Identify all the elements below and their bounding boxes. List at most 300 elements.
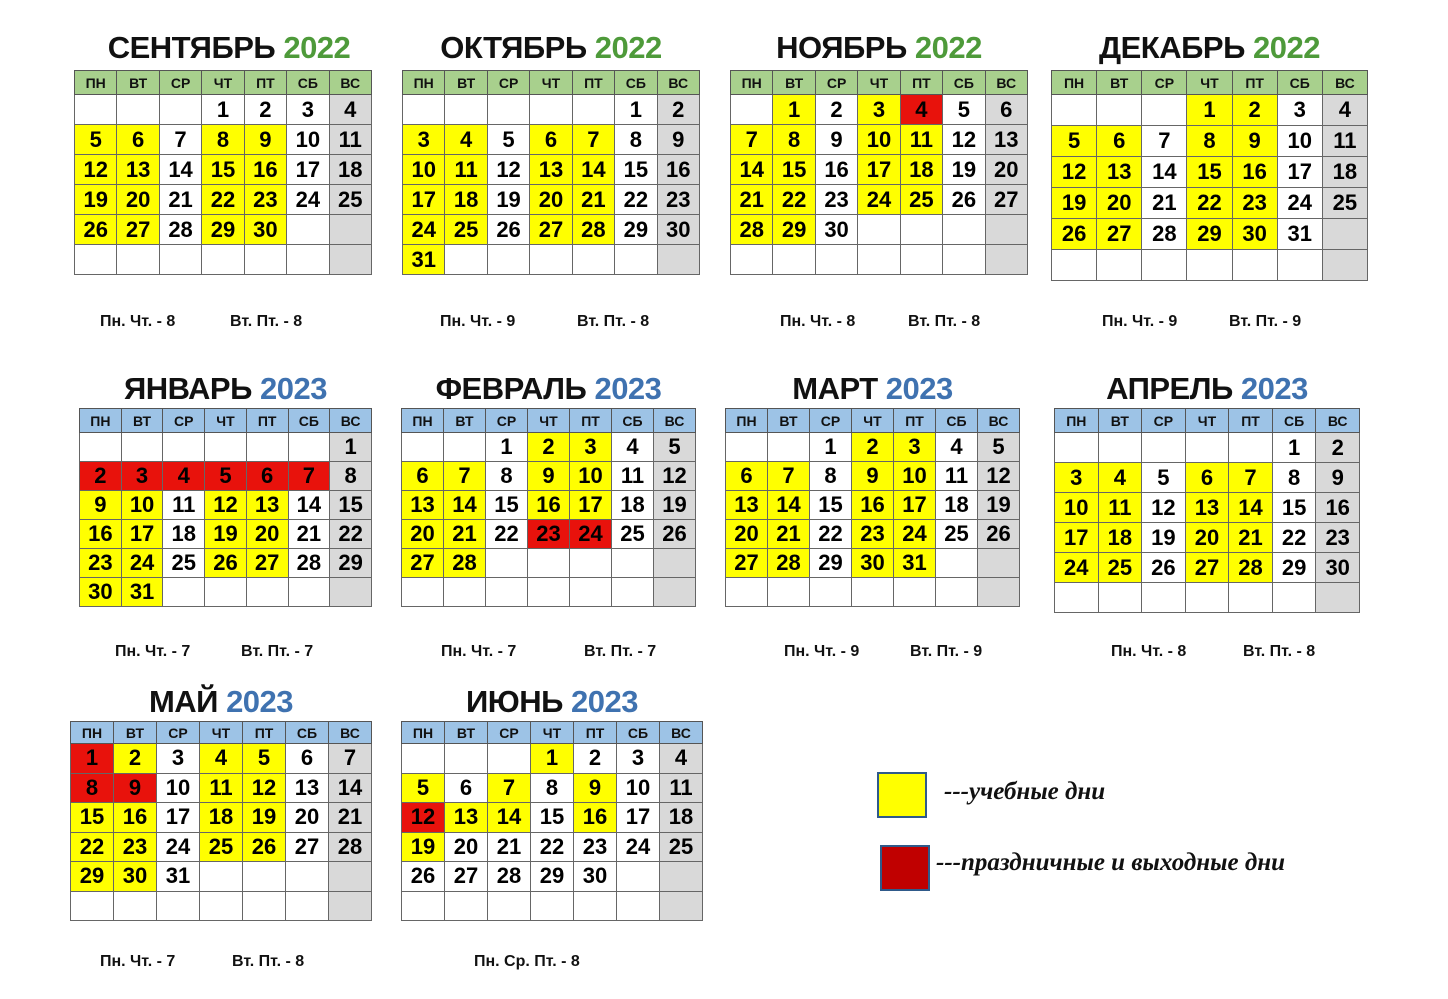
weekday-header: СР xyxy=(1142,71,1187,95)
month-calendar-grid xyxy=(74,70,372,275)
empty-cell xyxy=(1232,250,1277,281)
day-cell: 21 xyxy=(159,185,201,215)
day-cell: 28 xyxy=(1229,553,1273,583)
day-cell: 8 xyxy=(615,125,657,155)
month-title xyxy=(70,685,372,719)
day-cell: 6 xyxy=(1097,126,1142,157)
day-cell: 31 xyxy=(121,578,163,607)
day-cell: 12 xyxy=(943,125,985,155)
week-row xyxy=(1055,553,1360,583)
weekday-header: ЧТ xyxy=(528,409,570,433)
day-cell: 9 xyxy=(657,125,699,155)
weekday-header: СБ xyxy=(288,409,330,433)
day-cell: 7 xyxy=(1229,463,1273,493)
month-year: 2022 xyxy=(283,30,351,65)
empty-cell xyxy=(114,891,157,921)
day-cell: 24 xyxy=(121,549,163,578)
day-cell: 26 xyxy=(978,520,1020,549)
week-row xyxy=(402,891,703,921)
day-cell: 21 xyxy=(329,803,372,833)
day-cell: 3 xyxy=(617,744,660,774)
day-cell: 16 xyxy=(80,520,122,549)
day-cell: 31 xyxy=(894,549,936,578)
empty-cell xyxy=(612,578,654,607)
day-cell: 14 xyxy=(1229,493,1273,523)
empty-cell xyxy=(657,245,699,275)
week-row xyxy=(1055,463,1360,493)
day-cell: 25 xyxy=(200,832,243,862)
month-title xyxy=(725,372,1020,406)
week-row xyxy=(71,862,372,892)
weekly-hours-note: Пн. Чт. - 7 xyxy=(100,953,176,970)
day-cell: 1 xyxy=(1187,95,1232,126)
day-cell: 13 xyxy=(445,803,488,833)
empty-cell xyxy=(1098,583,1142,613)
empty-cell xyxy=(287,245,329,275)
day-cell: 24 xyxy=(858,185,900,215)
legend-holiday-swatch xyxy=(880,845,930,891)
day-cell: 26 xyxy=(75,215,117,245)
week-row xyxy=(402,744,703,774)
empty-cell xyxy=(570,578,612,607)
day-cell: 28 xyxy=(768,549,810,578)
weekday-header: ВС xyxy=(329,71,371,95)
month-name: НОЯБРЬ xyxy=(776,30,915,65)
weekday-header: ВТ xyxy=(445,71,487,95)
empty-cell xyxy=(530,245,572,275)
weekday-header: ПН xyxy=(726,409,768,433)
day-cell: 23 xyxy=(574,832,617,862)
day-cell: 15 xyxy=(615,155,657,185)
day-cell: 18 xyxy=(936,491,978,520)
day-cell: 26 xyxy=(402,862,445,892)
day-cell: 31 xyxy=(1277,219,1322,250)
week-row xyxy=(71,803,372,833)
day-cell: 21 xyxy=(768,520,810,549)
week-row xyxy=(71,744,372,774)
weekday-header: ВС xyxy=(985,71,1027,95)
day-cell: 15 xyxy=(330,491,372,520)
day-cell: 20 xyxy=(1185,523,1229,553)
empty-cell xyxy=(726,578,768,607)
day-cell: 29 xyxy=(1187,219,1232,250)
empty-cell xyxy=(900,245,942,275)
day-cell: 15 xyxy=(810,491,852,520)
weekly-hours-note: Пн. Чт. - 9 xyxy=(440,313,516,330)
day-cell: 25 xyxy=(445,215,487,245)
empty-cell xyxy=(329,862,372,892)
month-name: ИЮНЬ xyxy=(466,684,572,719)
day-cell: 12 xyxy=(654,462,696,491)
day-cell: 27 xyxy=(985,185,1027,215)
day-cell: 25 xyxy=(612,520,654,549)
day-cell: 12 xyxy=(487,155,529,185)
day-cell: 3 xyxy=(894,433,936,462)
day-cell: 25 xyxy=(329,185,371,215)
weekday-header: ВС xyxy=(660,722,703,744)
empty-cell xyxy=(978,578,1020,607)
day-cell: 3 xyxy=(121,462,163,491)
day-cell: 14 xyxy=(572,155,614,185)
day-cell: 30 xyxy=(1232,219,1277,250)
day-cell: 11 xyxy=(936,462,978,491)
day-cell: 8 xyxy=(773,125,815,155)
month-calendar-grid xyxy=(402,70,700,275)
weekly-hours-note: Вт. Пт. - 8 xyxy=(230,313,303,330)
weekday-header: ПН xyxy=(80,409,122,433)
day-cell: 3 xyxy=(570,433,612,462)
day-cell: 14 xyxy=(159,155,201,185)
day-cell: 1 xyxy=(531,744,574,774)
day-cell: 11 xyxy=(660,773,703,803)
day-cell: 3 xyxy=(403,125,445,155)
weekly-hours-note: Пн. Ср. Пт. - 8 xyxy=(474,953,580,970)
empty-cell xyxy=(202,245,244,275)
month-title xyxy=(402,31,700,65)
week-row xyxy=(726,433,1020,462)
day-cell: 10 xyxy=(617,773,660,803)
day-cell: 19 xyxy=(487,185,529,215)
week-row xyxy=(402,578,696,607)
day-cell: 3 xyxy=(858,95,900,125)
day-cell: 14 xyxy=(488,803,531,833)
day-cell: 26 xyxy=(243,832,286,862)
day-cell: 24 xyxy=(287,185,329,215)
month-name: МАРТ xyxy=(792,371,886,406)
day-cell: 17 xyxy=(858,155,900,185)
day-cell: 13 xyxy=(726,491,768,520)
empty-cell xyxy=(894,578,936,607)
empty-cell xyxy=(1052,95,1097,126)
day-cell: 3 xyxy=(1055,463,1099,493)
weekday-header: ЧТ xyxy=(202,71,244,95)
week-row xyxy=(1052,126,1368,157)
empty-cell xyxy=(157,891,200,921)
day-cell: 1 xyxy=(330,433,372,462)
day-cell: 11 xyxy=(445,155,487,185)
empty-cell xyxy=(163,433,205,462)
day-cell: 17 xyxy=(894,491,936,520)
day-cell: 29 xyxy=(202,215,244,245)
week-row xyxy=(403,245,700,275)
day-cell: 7 xyxy=(288,462,330,491)
empty-cell xyxy=(726,433,768,462)
day-cell: 18 xyxy=(163,520,205,549)
day-cell: 22 xyxy=(615,185,657,215)
day-cell: 16 xyxy=(657,155,699,185)
day-cell: 29 xyxy=(1272,553,1316,583)
day-cell: 23 xyxy=(114,832,157,862)
day-cell: 20 xyxy=(445,832,488,862)
day-cell: 9 xyxy=(1316,463,1360,493)
day-cell: 12 xyxy=(1052,157,1097,188)
empty-cell xyxy=(402,433,444,462)
day-cell: 24 xyxy=(894,520,936,549)
day-cell: 4 xyxy=(163,462,205,491)
empty-cell xyxy=(858,245,900,275)
weekday-header: СР xyxy=(163,409,205,433)
empty-cell xyxy=(1052,250,1097,281)
empty-cell xyxy=(612,549,654,578)
weekday-header: ВТ xyxy=(114,722,157,744)
empty-cell xyxy=(445,245,487,275)
day-cell: 6 xyxy=(726,462,768,491)
empty-cell xyxy=(402,744,445,774)
day-cell: 18 xyxy=(329,155,371,185)
day-cell: 22 xyxy=(330,520,372,549)
weekday-header: ПН xyxy=(71,722,114,744)
weekday-header: ПТ xyxy=(894,409,936,433)
week-row xyxy=(75,95,372,125)
month-calendar-grid xyxy=(725,408,1020,607)
empty-cell xyxy=(528,578,570,607)
empty-cell xyxy=(1142,583,1186,613)
day-cell: 7 xyxy=(444,462,486,491)
day-cell: 20 xyxy=(726,520,768,549)
day-cell: 4 xyxy=(329,95,371,125)
weekday-header: ВТ xyxy=(445,722,488,744)
week-row xyxy=(71,832,372,862)
weekday-header: СБ xyxy=(1277,71,1322,95)
empty-cell xyxy=(900,215,942,245)
day-cell: 28 xyxy=(159,215,201,245)
weekday-header: ВС xyxy=(657,71,699,95)
empty-cell xyxy=(80,433,122,462)
day-cell: 15 xyxy=(202,155,244,185)
weekday-header: СБ xyxy=(943,71,985,95)
empty-cell xyxy=(75,245,117,275)
empty-cell xyxy=(243,891,286,921)
day-cell: 22 xyxy=(71,832,114,862)
week-row xyxy=(1055,433,1360,463)
legend-holiday-label: ---праздничные и выходные дни xyxy=(936,849,1286,876)
day-cell: 7 xyxy=(488,773,531,803)
empty-cell xyxy=(488,891,531,921)
day-cell: 27 xyxy=(402,549,444,578)
empty-cell xyxy=(117,245,159,275)
day-cell: 18 xyxy=(200,803,243,833)
empty-cell xyxy=(1185,433,1229,463)
day-cell: 27 xyxy=(530,215,572,245)
empty-cell xyxy=(768,578,810,607)
day-cell: 25 xyxy=(1322,188,1367,219)
month-year: 2023 xyxy=(226,684,294,719)
empty-cell xyxy=(329,245,371,275)
weekday-header: ВС xyxy=(1322,71,1367,95)
week-row xyxy=(80,520,372,549)
day-cell: 23 xyxy=(80,549,122,578)
week-row xyxy=(1052,250,1368,281)
day-cell: 22 xyxy=(810,520,852,549)
month-calendar-grid xyxy=(401,721,703,921)
weekday-header: ПТ xyxy=(246,409,288,433)
week-row xyxy=(731,155,1028,185)
day-cell: 3 xyxy=(157,744,200,774)
day-cell: 19 xyxy=(402,832,445,862)
day-cell: 14 xyxy=(288,491,330,520)
weekday-header: ПТ xyxy=(1229,409,1273,433)
week-row xyxy=(402,549,696,578)
empty-cell xyxy=(1097,250,1142,281)
day-cell: 30 xyxy=(1316,553,1360,583)
empty-cell xyxy=(1055,583,1099,613)
day-cell: 9 xyxy=(852,462,894,491)
day-cell: 2 xyxy=(852,433,894,462)
month-name: АПРЕЛЬ xyxy=(1106,371,1241,406)
day-cell: 12 xyxy=(205,491,247,520)
week-row xyxy=(731,215,1028,245)
empty-cell xyxy=(75,95,117,125)
week-row xyxy=(726,462,1020,491)
day-cell: 20 xyxy=(985,155,1027,185)
day-cell: 4 xyxy=(1322,95,1367,126)
day-cell: 19 xyxy=(978,491,1020,520)
day-cell: 5 xyxy=(205,462,247,491)
day-cell: 24 xyxy=(157,832,200,862)
week-row xyxy=(402,462,696,491)
day-cell: 27 xyxy=(1185,553,1229,583)
day-cell: 27 xyxy=(1097,219,1142,250)
day-cell: 9 xyxy=(114,773,157,803)
day-cell: 28 xyxy=(572,215,614,245)
day-cell: 13 xyxy=(985,125,1027,155)
weekday-header: СБ xyxy=(612,409,654,433)
empty-cell xyxy=(1142,95,1187,126)
day-cell: 13 xyxy=(117,155,159,185)
week-row xyxy=(731,95,1028,125)
day-cell: 14 xyxy=(329,773,372,803)
day-cell: 24 xyxy=(1055,553,1099,583)
weekly-hours-note: Вт. Пт. - 8 xyxy=(232,953,305,970)
day-cell: 10 xyxy=(403,155,445,185)
weekday-header: СБ xyxy=(617,722,660,744)
day-cell: 29 xyxy=(531,862,574,892)
day-cell: 30 xyxy=(815,215,857,245)
day-cell: 5 xyxy=(1052,126,1097,157)
empty-cell xyxy=(660,891,703,921)
weekday-header: СБ xyxy=(936,409,978,433)
empty-cell xyxy=(943,215,985,245)
day-cell: 23 xyxy=(244,185,286,215)
day-cell: 10 xyxy=(858,125,900,155)
weekday-header: ВТ xyxy=(117,71,159,95)
week-row xyxy=(403,215,700,245)
week-row xyxy=(726,491,1020,520)
empty-cell xyxy=(287,215,329,245)
weekday-header: ПТ xyxy=(900,71,942,95)
week-row xyxy=(731,125,1028,155)
day-cell: 4 xyxy=(900,95,942,125)
day-cell: 20 xyxy=(286,803,329,833)
empty-cell xyxy=(1277,250,1322,281)
weekday-header: ПТ xyxy=(570,409,612,433)
empty-cell xyxy=(200,891,243,921)
weekday-header: СР xyxy=(488,722,531,744)
month-year: 2023 xyxy=(1240,371,1308,406)
day-cell: 28 xyxy=(488,862,531,892)
empty-cell xyxy=(246,433,288,462)
day-cell: 11 xyxy=(163,491,205,520)
week-row xyxy=(1055,493,1360,523)
empty-cell xyxy=(159,245,201,275)
empty-cell xyxy=(1322,250,1367,281)
empty-cell xyxy=(530,95,572,125)
day-cell: 12 xyxy=(1142,493,1186,523)
day-cell: 24 xyxy=(1277,188,1322,219)
day-cell: 6 xyxy=(985,95,1027,125)
day-cell: 13 xyxy=(1185,493,1229,523)
week-row xyxy=(726,520,1020,549)
weekday-header: ЧТ xyxy=(200,722,243,744)
week-row xyxy=(1055,523,1360,553)
empty-cell xyxy=(329,215,371,245)
weekday-header: ПН xyxy=(731,71,773,95)
weekday-header: ВС xyxy=(978,409,1020,433)
day-cell: 29 xyxy=(615,215,657,245)
week-row xyxy=(75,245,372,275)
empty-cell xyxy=(531,891,574,921)
day-cell: 17 xyxy=(157,803,200,833)
empty-cell xyxy=(1142,433,1186,463)
empty-cell xyxy=(1229,583,1273,613)
day-cell: 1 xyxy=(615,95,657,125)
empty-cell xyxy=(731,95,773,125)
day-cell: 14 xyxy=(768,491,810,520)
day-cell: 8 xyxy=(1272,463,1316,493)
day-cell: 16 xyxy=(1232,157,1277,188)
weekly-hours-note: Вт. Пт. - 8 xyxy=(908,313,981,330)
month-name: ДЕКАБРЬ xyxy=(1099,30,1253,65)
day-cell: 5 xyxy=(654,433,696,462)
legend-study-swatch xyxy=(877,772,927,818)
day-cell: 15 xyxy=(773,155,815,185)
day-cell: 3 xyxy=(1277,95,1322,126)
day-cell: 16 xyxy=(574,803,617,833)
weekday-header: ВТ xyxy=(444,409,486,433)
day-cell: 19 xyxy=(205,520,247,549)
day-cell: 31 xyxy=(157,862,200,892)
weekday-header: ЧТ xyxy=(1187,71,1232,95)
empty-cell xyxy=(488,744,531,774)
weekday-header: ВС xyxy=(329,722,372,744)
day-cell: 12 xyxy=(243,773,286,803)
day-cell: 6 xyxy=(1185,463,1229,493)
day-cell: 29 xyxy=(330,549,372,578)
week-row xyxy=(1052,219,1368,250)
day-cell: 15 xyxy=(531,803,574,833)
empty-cell xyxy=(617,891,660,921)
weekday-header: ЧТ xyxy=(205,409,247,433)
week-row xyxy=(80,578,372,607)
day-cell: 9 xyxy=(574,773,617,803)
day-cell: 16 xyxy=(528,491,570,520)
day-cell: 2 xyxy=(1316,433,1360,463)
day-cell: 29 xyxy=(71,862,114,892)
week-row xyxy=(75,125,372,155)
day-cell: 23 xyxy=(528,520,570,549)
day-cell: 6 xyxy=(530,125,572,155)
weekday-header: СР xyxy=(157,722,200,744)
day-cell: 30 xyxy=(80,578,122,607)
day-cell: 13 xyxy=(402,491,444,520)
empty-cell xyxy=(444,578,486,607)
day-cell: 15 xyxy=(1187,157,1232,188)
month-title xyxy=(401,372,696,406)
month-year: 2023 xyxy=(571,684,638,719)
empty-cell xyxy=(1322,219,1367,250)
day-cell: 10 xyxy=(157,773,200,803)
day-cell: 5 xyxy=(1142,463,1186,493)
